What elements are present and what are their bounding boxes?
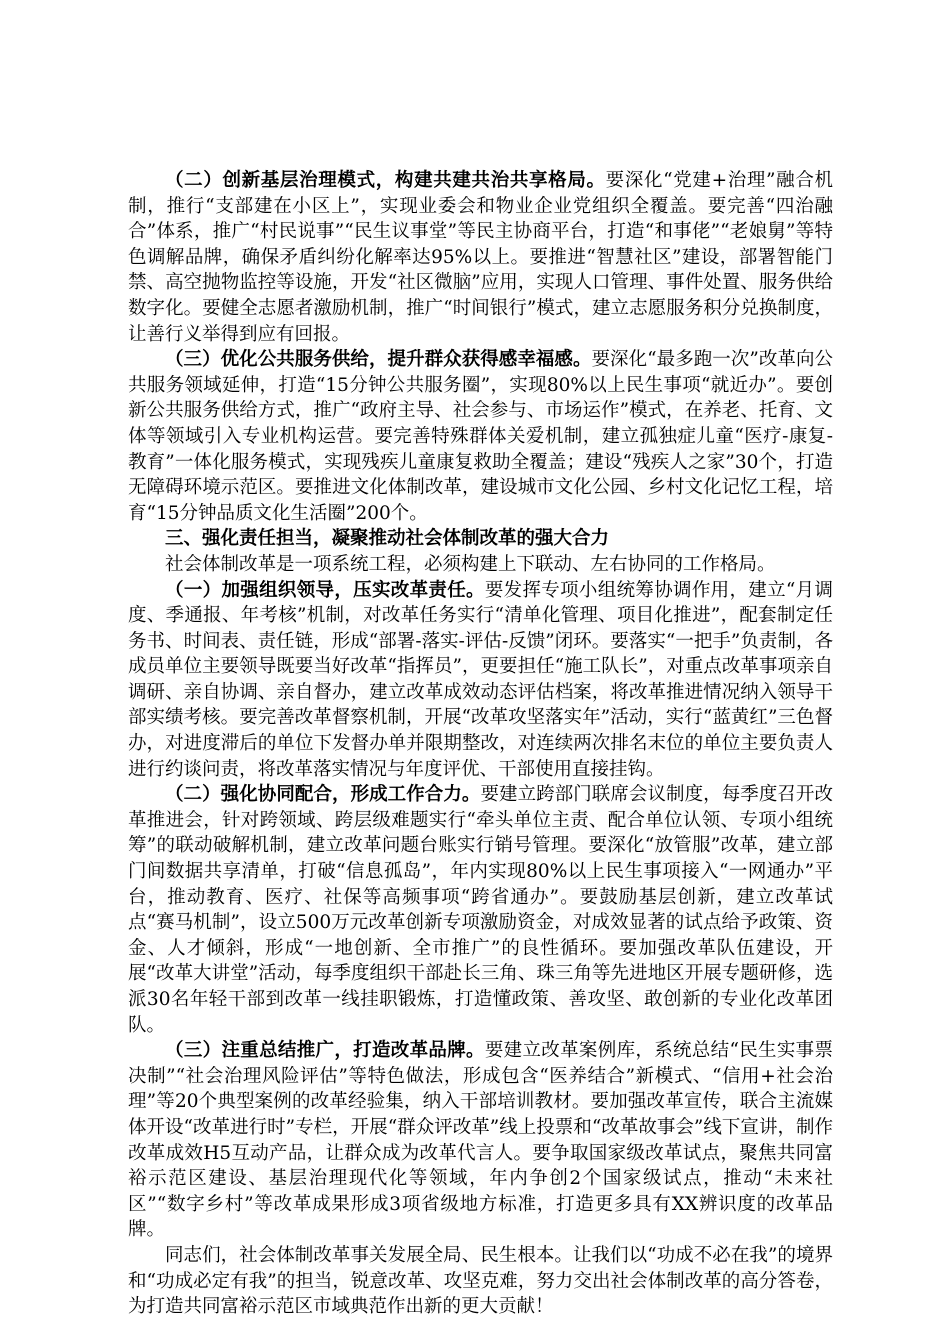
paragraph-body: 要发挥专项小组统筹协调作用，建立“月调度、季通报、年考核”机制，对改革任务实行“清单化管理、项目化推进”，配套制定任务书、时间表、责任链，形成“部署-落实-评估-反馈”闭环。要落实“一把手”负责制，各成员单位主要领导既要当好改革“指挥员”，更要担任“施工队长”，对重点改革事项亲自调研、亲自协调、亲自督办，建立改革成效动态评估档案，将改革推进情况纳入领导干部实绩考核。要完善改革督察机制，开展“改革攻坚落实年”活动，实行“蓝黄红”三色督办，对进度滞后的单位下发督办单并限期整改，对连续两次排名末位的单位主要负责人进行约谈问责，将改革落实情况与年度评优、干部使用直接挂钩。: [128, 579, 833, 780]
paragraph-community-governance: [128, 168, 833, 347]
paragraph-lead: （一）加强组织领导，压实改革责任。: [165, 579, 485, 601]
paragraph-system-engineering: [128, 552, 833, 578]
paragraph-body: 社会体制改革是一项系统工程，必须构建上下联动、左右协同的工作格局。: [165, 553, 776, 575]
paragraph-body: 要深化“党建+治理”融合机制，推行“支部建在小区上”，实现业委会和物业企业党组织全覆盖。要完善“四治融合”体系，推广“村民说事”“民生议事堂”等民主协商平台，打造“和事佬”“老娘舅”等特色调解品牌，确保矛盾纠纷化解率达95%以上。要推进“智慧社区”建设，部署智能门禁、高空抛物监控等设施，开发“社区微脑”应用，实现人口管理、事件处置、服务供给数字化。要健全志愿者激励机制，推广“时间银行”模式，建立志愿服务积分兑换制度，让善行义举得到应有回报。: [128, 170, 833, 345]
paragraph-lead: （三）优化公共服务供给，提升群众获得感幸福感。: [165, 349, 592, 371]
document-page: [128, 168, 833, 1320]
paragraph-lead: （三）注重总结推广，打造改革品牌。: [165, 1040, 485, 1062]
paragraph-body: 要建立跨部门联席会议制度，每季度召开改革推进会，针对跨领域、跨层级难题实行“牵头单位主责、配合单位认领、专项小组统筹”的联动破解机制，建立改革问题台账实行销号管理。要深化“放管服”改革，建立部门间数据共享清单，打破“信息孤岛”，年内实现80%以上民生事项接入“一网通办”平台，推动教育、医疗、社保等高频事项“跨省通办”。要鼓励基层创新，建立改革试点“赛马机制”，设立500万元改革创新专项激励资金，对成效显著的试点给予政策、资金、人才倾斜，形成“一地创新、全市推广”的良性循环。要加强改革队伍建设，开展“改革大讲堂”活动，每季度组织干部赴长三角、珠三角等先进地区开展专题研修，选派30名年轻干部到改革一线挂职锻炼，打造懂政策、善攻坚、敢创新的专业化改革团队。: [128, 784, 833, 1036]
paragraph-body: 要建立改革案例库，系统总结“民生实事票决制”“社会治理风险评估”等特色做法，形成包含“医养结合”新模式、“信用+社会治理”等20个典型案例的改革经验集，纳入干部培训教材。要加强改革宣传，联合主流媒体开设“改革进行时”专栏，开展“群众评改革”线上投票和“改革故事会”线下宣讲，制作改革成效H5互动产品，让群众成为改革代言人。要争取国家级改革试点，聚焦共同富裕示范区建设、基层治理现代化等领域，年内争创2个国家级试点，推动“未来社区”“数字乡村”等改革成果形成3项省级地方标准，打造更多具有XX辨识度的改革品牌。: [128, 1040, 833, 1241]
paragraph-organization-leadership: [128, 578, 833, 783]
paragraph-reform-brand: [128, 1038, 833, 1243]
paragraph-lead: （二）创新基层治理模式，构建共建共治共享格局。: [165, 170, 606, 191]
paragraph-body: 同志们，社会体制改革事关发展全局、民生根本。让我们以“功成不必在我”的境界和“功成必定有我”的担当，锐意改革、攻坚克难，努力交出社会体制改革的高分答卷，为打造共同富裕示范区市域典范作出新的更大贡献！: [128, 1244, 833, 1318]
paragraph-closing: [128, 1243, 833, 1320]
section-heading-responsibility: 三、强化责任担当，凝聚推动社会体制改革的强大合力: [165, 528, 610, 550]
paragraph-coordination: [128, 782, 833, 1038]
paragraph-body: 要深化“最多跑一次”改革向公共服务领域延伸，打造“15分钟公共服务圈”，实现80%以上民生事项“就近办”。要创新公共服务供给方式，推广“政府主导、社会参与、市场运作”模式，在养老、托育、文体等领域引入专业机构运营。要完善特殊群体关爱机制，建立孤独症儿童“医疗-康复-教育”一体化服务模式，实现残疾儿童康复救助全覆盖；建设“残疾人之家”30个，打造无障碍环境示范区。要推进文化体制改革，建设城市文化公园、乡村文化记忆工程，培育“15分钟品质文化生活圈”200个。: [128, 349, 833, 524]
paragraph-public-services: [128, 347, 833, 526]
paragraph-lead: （二）强化协同配合，形成工作合力。: [165, 784, 481, 806]
